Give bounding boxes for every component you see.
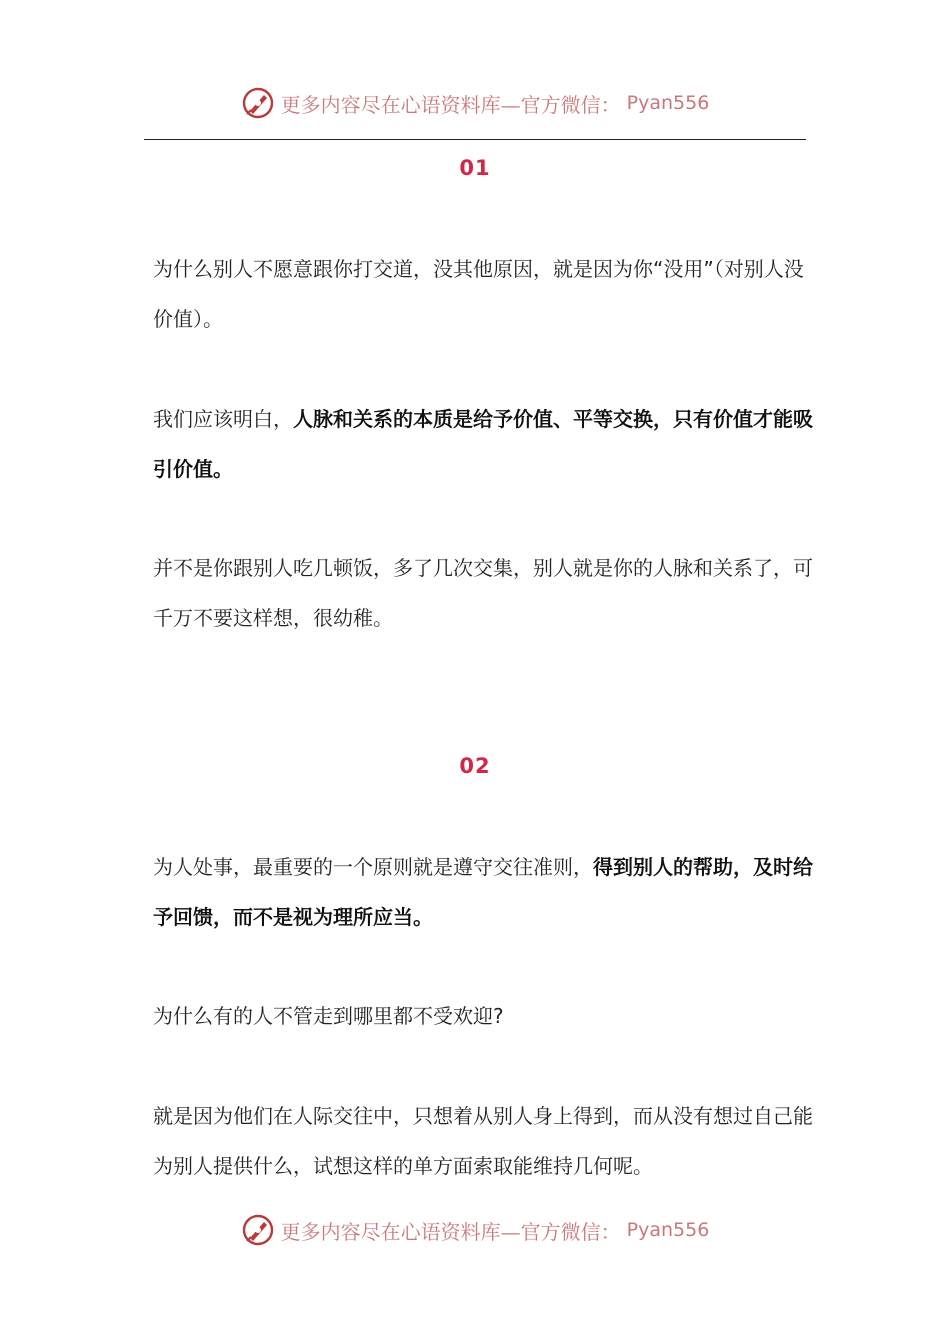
- header-divider: [144, 139, 806, 140]
- paragraph: [153, 244, 813, 344]
- paragraph: [153, 842, 813, 942]
- watermark-text: 更多内容尽在心语资料库—官方微信：: [280, 92, 621, 117]
- footer-watermark: [0, 1210, 950, 1250]
- paragraph-text: 我们应该明白，: [153, 407, 293, 431]
- watermark-brand: [241, 1213, 710, 1247]
- pen-circle-logo-icon: [241, 86, 275, 120]
- paragraph-text: 就是因为他们在人际交往中，只想着从别人身上得到，而从没有想过自己能为别人提供什么，试想这样的单方面索取能维持几何呢。: [153, 1104, 813, 1178]
- paragraph-text: 为人处事，最重要的一个原则就是遵守交往准则，: [153, 855, 593, 879]
- section-number: 02: [459, 754, 491, 778]
- paragraph: [153, 543, 813, 643]
- watermark-text: 更多内容尽在心语资料库—官方微信：: [280, 1219, 621, 1244]
- watermark-wechat-id: Pyan556: [626, 1219, 710, 1241]
- watermark-wechat-id: Pyan556: [626, 92, 710, 114]
- paragraph-bold-text: 人脉和关系的本质是给予价值、平等交换，只有价值才能吸引价值。: [153, 407, 813, 481]
- section-number: 01: [459, 156, 491, 180]
- paragraph: [153, 394, 813, 494]
- header-watermark: [0, 83, 950, 123]
- paragraph: [153, 991, 813, 1041]
- paragraph: [153, 1091, 813, 1191]
- paragraph-bold-text: 得到别人的帮助，及时给予回馈，而不是视为理所应当。: [153, 855, 813, 929]
- paragraph-text: 为什么有的人不管走到哪里都不受欢迎?: [153, 1004, 504, 1028]
- pen-circle-logo-icon: [241, 1213, 275, 1247]
- watermark-brand: [241, 86, 710, 120]
- paragraph-text: 为什么别人不愿意跟你打交道，没其他原因，就是因为你“没用”（对别人没价值）。: [153, 257, 804, 331]
- paragraph-text: 并不是你跟别人吃几顿饭，多了几次交集，别人就是你的人脉和关系了，可千万不要这样想，很幼稚。: [153, 556, 813, 630]
